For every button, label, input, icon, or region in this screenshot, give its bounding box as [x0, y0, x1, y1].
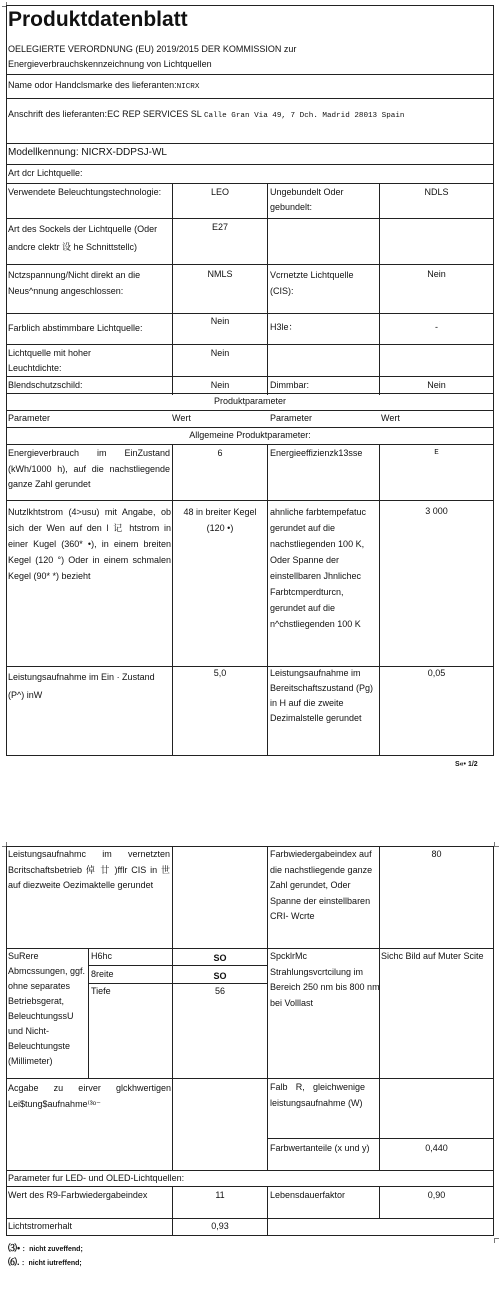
dimensions-label: SuRere Abmcssungen, ggf. ohne separates Betriebsgerat, BeleuchtungssU und Nicht-Beleuchtungste (Millimeter) — [8, 951, 86, 1066]
page-title: Produktdatenblatt — [8, 8, 188, 31]
width-value: SO — [213, 971, 227, 981]
anti-glare-label: Blendschutzschild: — [8, 380, 83, 390]
socket-value: E27 — [211, 222, 228, 232]
survival-factor-value: 0,90 — [427, 1190, 446, 1200]
chromaticity-label: Farbwertanteile (x und y) — [270, 1143, 370, 1153]
manufacturer-value: NICRX — [176, 83, 200, 91]
address-street: Calle Gran Via 49, 7 Dch. Madrid 28013 Spain — [203, 112, 405, 120]
networked-standby-label: Leistungsaufnahmc im vernetzten Bcritschaftsbetrieb 倬 廿 )fflr CIS in 世 auf diezweite Oezimaktelle gerundet — [8, 849, 170, 890]
energy-class-label: Energieeffizienzk13sse — [270, 448, 363, 458]
high-luminance-value: Nein — [210, 348, 230, 358]
high-luminance-label: Lichtquelle mit hoher Leuchtdichte: — [8, 348, 92, 373]
energy-class-value: E — [434, 449, 439, 457]
height-value: SO — [213, 953, 227, 963]
footnote: ⑹. ：nicht iutreffend; — [8, 1257, 82, 1267]
width-label: 8reite — [91, 969, 114, 979]
regulation-text: OELEGIERTE VERORDNUNG (EU) 2019/2015 DER KOMMISSION zur Energieverbrauchskennzeichnung von Lichtquellen — [8, 44, 297, 69]
casing-value: - — [435, 322, 438, 332]
table-border — [493, 5, 494, 756]
luminous-flux-label: Nutzlkhtstrom (4>usu) mit Angabe, ob sich der Wen auf den l 记 htstrom in einer Kugel (360* •), in einem breiten Kegel (120 °) Oder in einem schmalen Kegel (90* *) bezieht — [8, 507, 171, 581]
color-temperature-value: 3 000 — [425, 506, 448, 516]
light-source-type-label: Art dcr Lichtquelle: — [8, 168, 83, 178]
spectral-distribution-label: SpcklrMc Strahlungsvcrtcilung im Bereich 250 nm bis 800 nm bei Volllast — [270, 951, 380, 1008]
dimmable-value: Nein — [427, 380, 446, 390]
connected-label: Vcrnetzte Lichtquelle (CIS): — [270, 270, 354, 296]
spectral-distribution-value: Sichc Bild auf Muter Scite — [381, 951, 484, 961]
survival-factor-label: Lebensdauerfaktor — [270, 1190, 346, 1200]
table-border — [6, 5, 494, 6]
model-identifier: Modellkennung: NICRX-DDPSJ-WL — [8, 147, 167, 158]
casing-label: H3le： — [270, 322, 298, 332]
table-border — [6, 5, 7, 756]
bundled-value: NDLS — [424, 187, 449, 197]
product-parameters-header: Produktparameter — [213, 396, 287, 406]
socket-label: Art des Sockels der Lichtquelle (Oder andcre clektr 设 he Schnittstellc) — [8, 224, 158, 252]
equivalent-power-r-label: Falb R, gleichwenige leistungsaufnahme (W) — [270, 1082, 365, 1108]
lighting-technology-value: LEO — [210, 187, 229, 197]
page-corner-mark — [494, 1238, 499, 1243]
footnote: ⑶• ：nicht zuveffend; — [8, 1243, 83, 1253]
led-parameters-header: Parameter fur LED- und OLED-Lichtquellen: — [8, 1171, 488, 1186]
luminous-flux-value: 48 in breiter Kegel (120 •) — [183, 507, 257, 533]
manufacturer-row: Name odor Handclsmarke des lieferanten:NICRX — [8, 80, 200, 91]
lumen-maintenance-label: Lichtstromerhalt — [8, 1221, 73, 1231]
param-col-header: Parameter — [8, 413, 51, 423]
general-parameters-header: Allgemeine Produktparameter: — [189, 430, 311, 440]
mains-value: NMLS — [207, 269, 233, 279]
on-mode-power-label: Leistungsaufnahme im Ein · Zustand (P^) inW — [8, 672, 155, 700]
page-number: S«• 1/2 — [455, 761, 478, 768]
address-name: EC REP SERVICES SL — [107, 109, 202, 119]
address-row: Anschrift des lieferanten:EC REP SERVICES SL Calle Gran Via 49, 7 Dch. Madrid 28013 Spain — [8, 109, 405, 120]
value-col-header: Wert — [172, 413, 191, 423]
page-corner-mark — [494, 842, 499, 847]
param-col-header: Parameter — [270, 413, 313, 423]
lighting-technology-label: Verwendete Beleuchtungstechnologie: — [8, 187, 162, 197]
anti-glare-value: Nein — [210, 380, 230, 390]
dimmable-label: Dimmbar: — [270, 380, 310, 390]
r9-label: Wert des R9-Farbwiedergabeindex — [8, 1190, 148, 1200]
cri-label: Farbwiedergabeindex auf die nachstliegende ganze Zahl gerundet, Oder Spanne der einstellbaren CRI- Wcrte — [270, 849, 373, 921]
chromaticity-value: 0,440 — [425, 1143, 448, 1153]
r9-value: 11 — [215, 1190, 225, 1200]
standby-power-value: 0,05 — [427, 668, 446, 678]
depth-value: 56 — [214, 986, 225, 996]
value-col-header: Wert — [381, 413, 400, 423]
color-tunable-label: Farblich abstimmbare Lichtquelle: — [8, 323, 143, 333]
lumen-maintenance-value: 0,93 — [211, 1221, 229, 1231]
depth-label: Tiefe — [91, 986, 111, 996]
cri-value: 80 — [431, 849, 442, 859]
color-tunable-value: Nein — [210, 316, 230, 326]
connected-value: Nein — [427, 269, 446, 279]
energy-consumption-value: 6 — [217, 448, 223, 458]
on-mode-power-value: 5,0 — [213, 668, 227, 678]
bundled-label: Ungebundelt Oder gebundelt: — [270, 187, 344, 212]
color-temperature-label: ahnliche farbtempefatuc gerundet auf die nachstliegenden 100 K, Oder Spanne der einstellbaren Jhnlichec Farbtcmperdturcn, gerundet auf die n^chstliegenden 100 K — [270, 507, 367, 629]
equivalent-power-label: Acgabe zu eirver glckhwertigen Lei$tung$aufnahme⁽³ᵒ⁻ — [8, 1083, 171, 1109]
height-label: H6hc — [91, 951, 113, 961]
standby-power-label: Leistungsaufnahme im Bereitschaftszustand (Pg) in H auf die zweite Dezimalstelle gerundet — [270, 668, 374, 723]
energy-consumption-label: Energieverbrauch im EinZustand (kWh/1000 h), auf die nachstliegende ganze Zahl gerundet — [8, 448, 170, 489]
mains-label: Nctzspannung/Nicht direkt an die Neus^nnung angeschlossen: — [8, 270, 141, 296]
